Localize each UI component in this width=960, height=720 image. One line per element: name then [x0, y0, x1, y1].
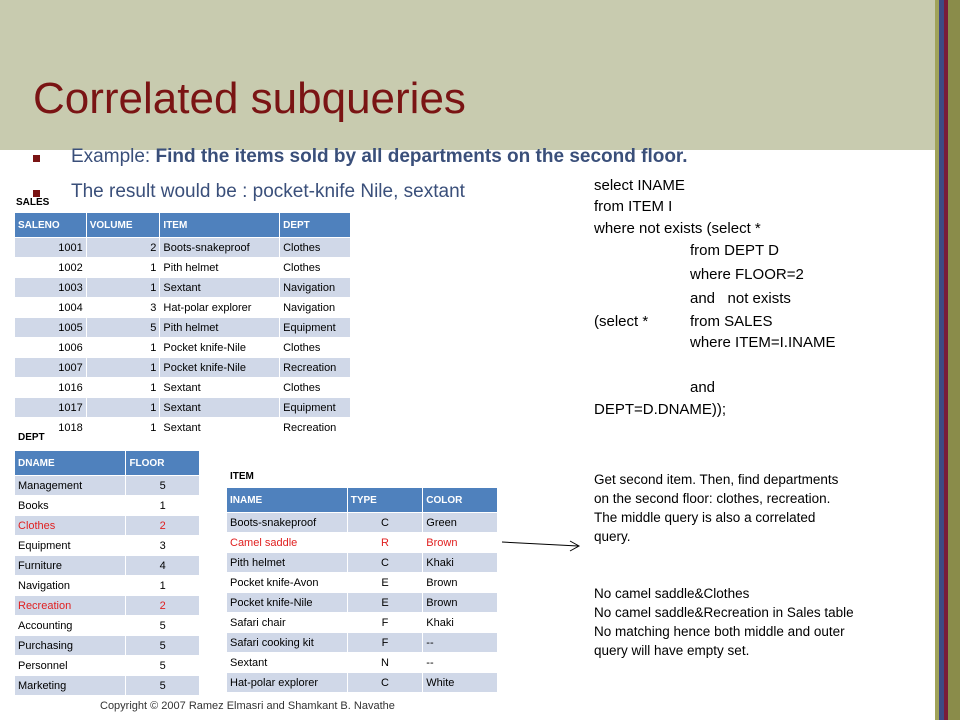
dept-cell: 5	[126, 476, 200, 496]
dept-header-cell: DNAME	[15, 451, 126, 476]
table-row	[15, 676, 200, 696]
bullet-result-text: The result would be : pocket-knife Nile, sextant	[71, 181, 465, 202]
item-cell: Pith helmet	[227, 553, 348, 573]
note-line: No matching hence both middle and outer	[594, 624, 845, 639]
dept-cell: Management	[15, 476, 126, 496]
item-cell: C	[347, 553, 423, 573]
sales-header-cell: SALENO	[15, 213, 87, 238]
table-row	[15, 378, 351, 398]
sales-header-cell: DEPT	[280, 213, 351, 238]
table-row	[227, 593, 498, 613]
item-cell: --	[423, 653, 498, 673]
dept-cell: Equipment	[15, 536, 126, 556]
sales-cell: 3	[86, 298, 160, 318]
sales-cell: Sextant	[160, 398, 280, 418]
item-cell: E	[347, 573, 423, 593]
sales-cell: Equipment	[280, 398, 351, 418]
dept-cell: 1	[126, 496, 200, 516]
sales-cell: Pocket knife-Nile	[160, 358, 280, 378]
sales-table-label: SALES	[16, 197, 50, 208]
dept-cell: 5	[126, 676, 200, 696]
table-row	[15, 258, 351, 278]
item-cell: Camel saddle	[227, 533, 348, 553]
item-cell: R	[347, 533, 423, 553]
sales-cell: Pocket knife-Nile	[160, 338, 280, 358]
arrow-icon	[500, 535, 584, 555]
table-row	[15, 636, 200, 656]
sql-line-4: from DEPT D	[690, 242, 779, 259]
table-row	[15, 298, 351, 318]
dept-cell: Recreation	[15, 596, 126, 616]
bullet-marker	[33, 190, 40, 197]
sales-table	[14, 212, 351, 438]
item-cell: --	[423, 633, 498, 653]
item-cell: Sextant	[227, 653, 348, 673]
sales-cell: Recreation	[280, 418, 351, 438]
table-row	[15, 616, 200, 636]
sql-line-10: DEPT=D.DNAME));	[594, 401, 727, 418]
table-row	[15, 536, 200, 556]
sales-cell: 1018	[15, 418, 87, 438]
sales-cell: Sextant	[160, 278, 280, 298]
sales-cell: 1	[86, 398, 160, 418]
item-cell: F	[347, 633, 423, 653]
table-row	[227, 653, 498, 673]
sql-line-3: where not exists (select *	[594, 220, 761, 237]
sql-line-2: from ITEM I	[594, 198, 673, 215]
table-row	[15, 476, 200, 496]
slide-title: Correlated subqueries	[33, 74, 466, 123]
item-cell: Pocket knife-Avon	[227, 573, 348, 593]
item-table	[226, 487, 498, 693]
note-line: Get second item. Then, find departments	[594, 472, 839, 487]
item-cell: N	[347, 653, 423, 673]
sql-line-9: and	[690, 379, 716, 396]
table-row	[227, 573, 498, 593]
sales-cell: 1	[86, 338, 160, 358]
dept-cell: Accounting	[15, 616, 126, 636]
item-header-cell: INAME	[227, 488, 348, 513]
sales-cell: Pith helmet	[160, 258, 280, 278]
sales-cell: 1017	[15, 398, 87, 418]
item-cell: C	[347, 673, 423, 693]
sales-cell: Sextant	[160, 418, 280, 438]
item-cell: Pocket knife-Nile	[227, 593, 348, 613]
copyright: Copyright © 2007 Ramez Elmasri and Shamkant B. Navathe	[100, 700, 395, 712]
dept-cell: 2	[126, 596, 200, 616]
item-cell: Safari cooking kit	[227, 633, 348, 653]
bullet-marker	[33, 155, 40, 162]
table-row	[227, 513, 498, 533]
item-cell: Khaki	[423, 553, 498, 573]
item-cell: C	[347, 513, 423, 533]
sales-cell: Clothes	[280, 258, 351, 278]
dept-cell: 5	[126, 616, 200, 636]
item-cell: Hat-polar explorer	[227, 673, 348, 693]
sales-cell: Hat-polar explorer	[160, 298, 280, 318]
table-row	[15, 278, 351, 298]
sales-cell: Navigation	[280, 278, 351, 298]
sales-cell: Equipment	[280, 318, 351, 338]
item-cell: White	[423, 673, 498, 693]
dept-cell: 3	[126, 536, 200, 556]
dept-cell: Navigation	[15, 576, 126, 596]
dept-cell: 1	[126, 576, 200, 596]
sales-cell: 1	[86, 258, 160, 278]
note-explanation	[594, 470, 838, 546]
sql-line-6: and not exists	[690, 290, 791, 307]
item-cell: F	[347, 613, 423, 633]
table-row	[15, 318, 351, 338]
sales-cell: Clothes	[280, 378, 351, 398]
item-header-cell: COLOR	[423, 488, 498, 513]
sales-cell: Navigation	[280, 298, 351, 318]
note-line: No camel saddle&Recreation in Sales table	[594, 605, 854, 620]
sales-cell: 1	[86, 418, 160, 438]
sales-cell: Clothes	[280, 238, 351, 258]
sales-cell: 1003	[15, 278, 87, 298]
dept-cell: Purchasing	[15, 636, 126, 656]
item-cell: Green	[423, 513, 498, 533]
note-line: The middle query is also a correlated	[594, 510, 816, 525]
table-row	[15, 556, 200, 576]
table-row	[227, 613, 498, 633]
item-cell: Brown	[423, 593, 498, 613]
note-line: query will have empty set.	[594, 643, 750, 658]
sql-line-1: select INAME	[594, 177, 685, 194]
sql-query	[594, 175, 894, 435]
table-row	[15, 516, 200, 536]
sales-cell: 1	[86, 378, 160, 398]
sales-cell: 1004	[15, 298, 87, 318]
sales-cell: 1007	[15, 358, 87, 378]
table-row	[15, 496, 200, 516]
item-header-cell: TYPE	[347, 488, 423, 513]
item-cell: E	[347, 593, 423, 613]
right-stripe-olive-wide	[948, 0, 960, 720]
bullet-example-text: Example: Find the items sold by all departments on the second floor.	[71, 146, 688, 167]
item-cell: Brown	[423, 533, 498, 553]
sales-cell: Recreation	[280, 358, 351, 378]
item-cell: Khaki	[423, 613, 498, 633]
sales-header-cell: ITEM	[160, 213, 280, 238]
sql-line-7b: from SALES	[690, 313, 773, 330]
sql-line-8: where ITEM=I.INAME	[690, 334, 836, 351]
table-row	[15, 358, 351, 378]
sales-cell: 1005	[15, 318, 87, 338]
table-row	[15, 576, 200, 596]
dept-cell: 4	[126, 556, 200, 576]
dept-table-label: DEPT	[18, 432, 45, 443]
sales-cell: Boots-snakeproof	[160, 238, 280, 258]
note-line: query.	[594, 529, 631, 544]
table-row	[227, 553, 498, 573]
item-cell: Safari chair	[227, 613, 348, 633]
sales-cell: 5	[86, 318, 160, 338]
dept-cell: Personnel	[15, 656, 126, 676]
sales-cell: 1002	[15, 258, 87, 278]
dept-cell: Books	[15, 496, 126, 516]
sales-cell: 1016	[15, 378, 87, 398]
sales-cell: 1	[86, 358, 160, 378]
note-result	[594, 584, 854, 660]
sales-cell: Clothes	[280, 338, 351, 358]
dept-cell: 5	[126, 636, 200, 656]
table-row	[227, 533, 498, 553]
dept-cell: Clothes	[15, 516, 126, 536]
table-row	[15, 596, 200, 616]
dept-table	[14, 450, 200, 696]
sales-cell: Sextant	[160, 378, 280, 398]
table-row	[15, 238, 351, 258]
note-line: on the second floor: clothes, recreation.	[594, 491, 831, 506]
dept-cell: 5	[126, 656, 200, 676]
sales-cell: Pith helmet	[160, 318, 280, 338]
dept-cell: 2	[126, 516, 200, 536]
table-row	[15, 418, 351, 438]
dept-header-cell: FLOOR	[126, 451, 200, 476]
sql-line-5: where FLOOR=2	[690, 266, 804, 283]
table-row	[15, 338, 351, 358]
sales-cell: 1006	[15, 338, 87, 358]
table-row	[227, 633, 498, 653]
item-cell: Brown	[423, 573, 498, 593]
sql-line-7a: (select *	[594, 313, 649, 330]
sales-header-cell: VOLUME	[86, 213, 160, 238]
table-row	[15, 398, 351, 418]
dept-cell: Furniture	[15, 556, 126, 576]
sales-cell: 2	[86, 238, 160, 258]
table-row	[227, 673, 498, 693]
sales-cell: 1001	[15, 238, 87, 258]
item-table-label: ITEM	[230, 471, 254, 482]
item-cell: Boots-snakeproof	[227, 513, 348, 533]
note-line: No camel saddle&Clothes	[594, 586, 750, 601]
dept-cell: Marketing	[15, 676, 126, 696]
sales-cell: 1	[86, 278, 160, 298]
table-row	[15, 656, 200, 676]
